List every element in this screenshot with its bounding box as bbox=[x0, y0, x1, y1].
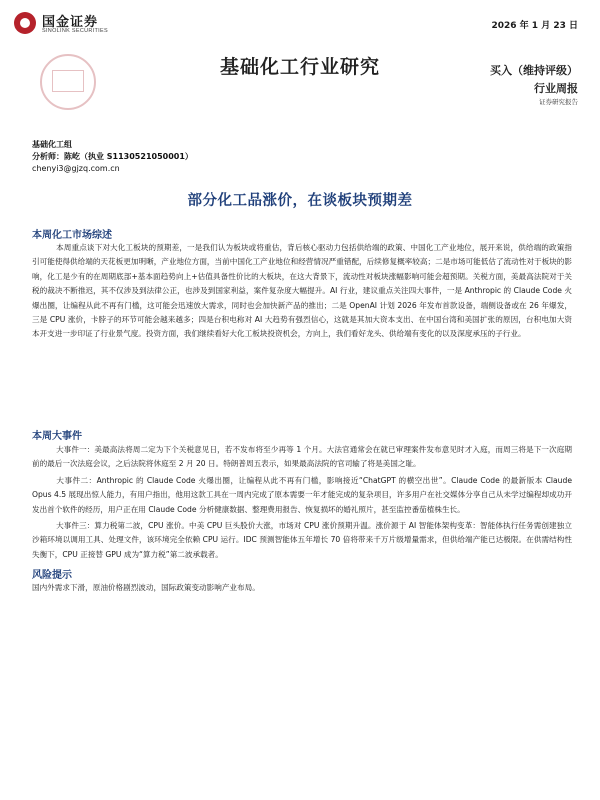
report-type-label: 行业周报 bbox=[534, 82, 578, 95]
logo-mark-icon bbox=[14, 12, 36, 34]
risk-text: 国内外需求下滑，原油价格剧烈波动，国际政策变动影响产业布局。 bbox=[32, 583, 260, 592]
event-1-text: 大事件一：美最高法将周二定为下个关税意见日，若不发布将至少再等 1 个月。大法官通常会在就已审理案件发布意见时才入庭，而周三将是下一次庭期前的最后一次法庭会议，之后法院将休庭至 2 月 20 日。特朗普周五表示，如果最高法院的官司输了将是美国之耻。 bbox=[32, 445, 572, 469]
report-category-label: 证券研究报告 bbox=[539, 98, 578, 106]
risk-paragraph bbox=[32, 581, 572, 595]
market-summary-text: 本周重点谈下对大化工板块的预期差，一是我们认为板块或将重估，背后核心驱动力包括供给端的政策、中国化工产业地位，展开来说，供给端的政策指引可能使得供给端的天花板更加明晰，产业地位方面，当前中国化工产业地位和经营情况严重错配，后续修复概率较高；二是市场可能低估了流动性对于板块的影响，化工是少有的在周期底部+基本面趋势向上+估值具备性价比的大板块，在这大背景下，流动性对板块涨幅影响可能会超预期。关税方面，美最高法院对于关税的裁决不断推迟，其不仅涉及到法律公正，也涉及到国家利益，案件复杂度大幅提升。AI 行业，建议重点关注四大事件，一是 Anthropic 的 Claude Code 火爆出圈，让编程从此不再有门槛，这可能会迅速放大需求，同时也会加快新产品的推出；二是 OpenAI 计划 2026 年发布首款设备，端侧设备或在 26 年爆发，三是 CPU 涨价，卡脖子的环节可能会越来越多；四是台积电称对 AI 大趋势有强烈信心，这就是其加大资本支出、在中国台湾和美国扩张的原因，台积电加大资本开支进一步印证了行业景气度。投资方面，我们继续看好大化工板块投资机会，方向上，我们看好龙头、供给端有变化的以及深度承压的子行业。 bbox=[32, 243, 572, 339]
section-title-events: 本周大事件 bbox=[32, 431, 82, 442]
report-headline: 部分化工品涨价，在谈板块预期差 bbox=[187, 193, 413, 209]
event-paragraph-1 bbox=[32, 443, 572, 472]
section-title-market: 本周化工市场综述 bbox=[32, 230, 112, 241]
analyst-email: chenyi3@gjzq.com.cn bbox=[32, 164, 120, 173]
company-logo bbox=[14, 10, 154, 40]
analyst-name: 分析师：陈屹（执业 S1130521050001） bbox=[32, 152, 193, 161]
report-date: 2026 年 1 月 23 日 bbox=[491, 21, 578, 31]
logo-text-en: SINOLINK SECURITIES bbox=[42, 28, 108, 34]
event-paragraph-3 bbox=[32, 519, 572, 562]
rating-label: 买入（维持评级） bbox=[490, 64, 578, 77]
market-summary-paragraph bbox=[32, 241, 572, 342]
research-group: 基础化工组 bbox=[32, 140, 72, 149]
author-info bbox=[32, 139, 193, 175]
event-paragraph-2 bbox=[32, 474, 572, 517]
report-title: 基础化工行业研究 bbox=[219, 56, 380, 78]
section-title-risk: 风险提示 bbox=[32, 570, 72, 581]
logo-text-cn: 国金证券 bbox=[42, 15, 99, 30]
report-header bbox=[0, 0, 600, 120]
event-3-text: 大事件三：算力税第二波，CPU 涨价。中美 CPU 巨头股价大涨，市场对 CPU 涨价预期升温。涨价源于 AI 智能体架构变革：智能体执行任务需创建独立沙箱环境以调用工具、处理文件，该环境完全依赖 CPU 运行。IDC 预测智能体五年增长 70 倍将带来千万片级增量需求，但供给端产能已达极限。在供需结构性失衡下，CPU 正接替 GPU 成为“算力税”第二波承载者。 bbox=[32, 521, 572, 559]
event-2-text: 大事件二：Anthropic 的 Claude Code 火爆出圈，让编程从此不再有门槛，影响接近“ChatGPT 的横空出世”。Claude Code 的最新版本 Claude Opus 4.5 展现出惊人能力，有用户指出，他用这款工具在一周内完成了原本需要一年才能完成的复杂项目，许多用户在社交媒体分享自己从未学过编程却成功开发出首个软件的经历，用户正在用 Claude Code 分析健康数据、整理费用报告、恢复损坏的婚礼照片，甚至监控番茄植株生长。 bbox=[32, 476, 572, 514]
